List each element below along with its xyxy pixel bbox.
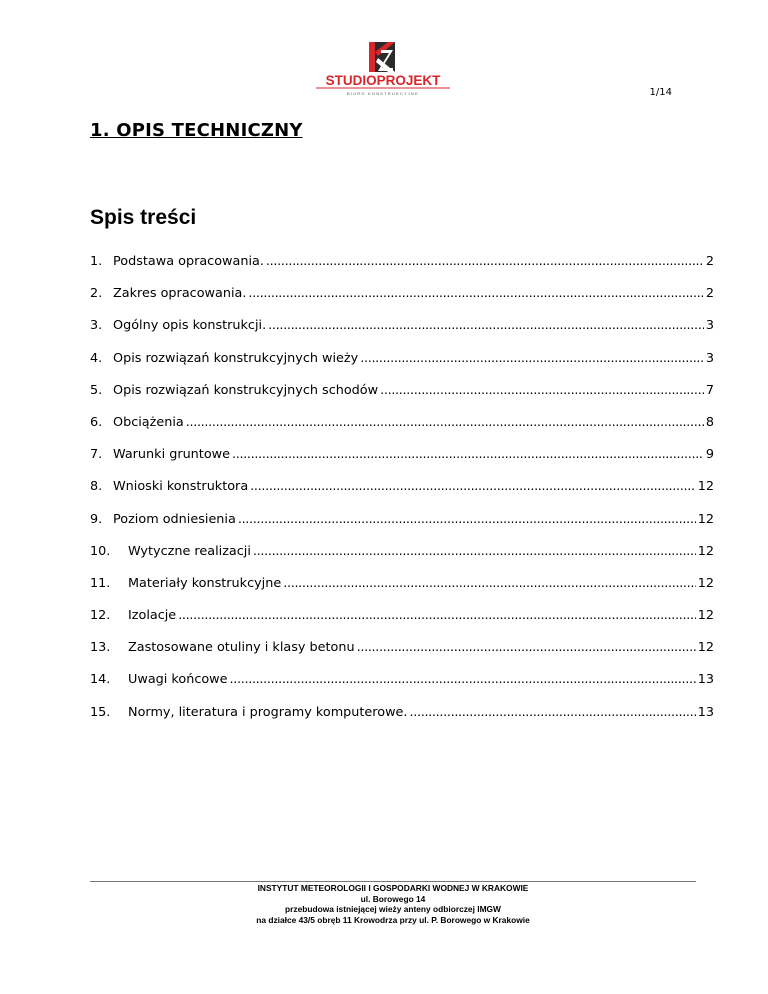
toc-dot-leader (238, 512, 696, 528)
toc-dot-leader (253, 544, 696, 560)
footer-line-institution: INSTYTUT METEOROLOGII I GOSPODARKI WODNEJ W KRAKOWIE (257, 883, 529, 893)
toc-entry-page: 12 (697, 608, 714, 624)
page-footer (90, 883, 696, 925)
toc-dot-leader (283, 576, 695, 592)
logo-brand-text: STUDIOPROJEKT (325, 73, 441, 88)
toc-dot-leader (410, 705, 696, 721)
toc-entry-page: 8 (705, 414, 714, 430)
toc-entry-label: Uwagi końcowe (128, 672, 228, 688)
toc-heading: Spis treści (90, 206, 197, 229)
toc-entry[interactable] (90, 479, 714, 511)
footer-line-location: na działce 43/5 obręb 11 Krowodrza przy ul. P. Borowego w Krakowie (256, 914, 530, 925)
toc-entry[interactable] (90, 512, 714, 544)
toc-dot-leader (268, 318, 704, 334)
toc-entry-number: 4. (90, 350, 103, 366)
toc-entry[interactable] (90, 415, 714, 447)
toc-entry-number: 15. (90, 704, 111, 720)
toc-dot-leader (232, 447, 704, 463)
toc-entry-page: 3 (705, 350, 714, 366)
toc-dot-leader (248, 286, 703, 302)
toc-entry-label: Ogólny opis konstrukcji. (113, 318, 267, 334)
toc-entry-label: Normy, literatura i programy komputerowe. (128, 704, 408, 720)
toc-entry-number: 1. (90, 254, 103, 269)
toc-entry-label: Poziom odniesienia (113, 511, 236, 527)
toc-dot-leader (186, 415, 704, 431)
toc-entry-number: 8. (90, 479, 103, 495)
toc-entry[interactable] (90, 640, 714, 672)
toc-entry-number: 7. (90, 447, 103, 463)
footer-line-project: przebudowa istniejącej wieży anteny odbiorczej IMGW (285, 904, 501, 914)
toc-entry-number: 12. (90, 608, 111, 624)
page-number: 1/14 (649, 87, 672, 98)
toc-entry[interactable] (90, 447, 714, 479)
toc-entry[interactable] (90, 383, 714, 415)
toc-entry-number: 2. (90, 286, 103, 302)
toc-entry-label: Izolacje (128, 608, 177, 624)
toc-entry-label: Opis rozwiązań konstrukcyjnych schodów (113, 382, 379, 398)
logo-tagline-text: BIURO KONSTRUKCYJNE (347, 91, 419, 96)
toc-dot-leader (380, 383, 704, 399)
table-of-contents (90, 254, 714, 737)
toc-entry-label: Zakres opracowania. (113, 286, 247, 302)
toc-entry-page: 12 (697, 511, 714, 527)
toc-entry-number: 9. (90, 511, 103, 527)
toc-entry[interactable] (90, 672, 714, 704)
toc-entry-page: 12 (697, 575, 714, 591)
toc-entry-page: 12 (697, 640, 714, 656)
toc-entry[interactable] (90, 544, 714, 576)
toc-entry[interactable] (90, 318, 714, 350)
toc-entry-page: 2 (705, 254, 714, 269)
studioprojekt-logo-icon (312, 40, 454, 100)
toc-entry-label: Wytyczne realizacji (128, 543, 251, 559)
toc-entry-label: Materiały konstrukcyjne (128, 575, 282, 591)
toc-entry-page: 13 (697, 672, 714, 688)
toc-entry-number: 5. (90, 382, 103, 398)
document-title: 1. OPIS TECHNICZNY (90, 120, 303, 141)
toc-entry[interactable] (90, 286, 714, 318)
toc-entry-page: 12 (697, 543, 714, 559)
toc-entry[interactable] (90, 351, 714, 383)
toc-entry-page: 7 (705, 382, 714, 398)
toc-dot-leader (266, 254, 704, 270)
toc-entry-page: 2 (705, 286, 714, 302)
toc-entry-label: Obciążenia (113, 414, 184, 430)
toc-entry[interactable] (90, 254, 714, 286)
toc-entry-number: 11. (90, 575, 111, 591)
toc-dot-leader (250, 479, 696, 495)
toc-entry-number: 14. (90, 672, 111, 688)
footer-divider (90, 881, 696, 882)
toc-entry-page: 12 (697, 479, 714, 495)
toc-entry-number: 3. (90, 318, 103, 334)
toc-entry-label: Warunki gruntowe (113, 447, 230, 463)
toc-entry-number: 10. (90, 543, 111, 559)
toc-entry-page: 3 (705, 318, 714, 334)
toc-entry-number: 6. (90, 414, 103, 430)
toc-entry[interactable] (90, 608, 714, 640)
toc-entry[interactable] (90, 705, 714, 737)
toc-entry-label: Zastosowane otuliny i klasy betonu (128, 640, 355, 656)
toc-entry[interactable] (90, 576, 714, 608)
toc-dot-leader (178, 608, 696, 624)
toc-dot-leader (230, 672, 696, 688)
toc-entry-label: Opis rozwiązań konstrukcyjnych wieży (113, 350, 359, 366)
toc-dot-leader (360, 351, 704, 367)
toc-entry-number: 13. (90, 640, 111, 656)
toc-entry-label: Podstawa opracowania. (113, 254, 264, 269)
toc-entry-page: 13 (697, 704, 714, 720)
company-logo (312, 40, 454, 100)
footer-line-address: ul. Borowego 14 (360, 893, 426, 904)
toc-dot-leader (357, 640, 696, 656)
toc-entry-page: 9 (705, 447, 714, 463)
toc-entry-label: Wnioski konstruktora (113, 479, 249, 495)
